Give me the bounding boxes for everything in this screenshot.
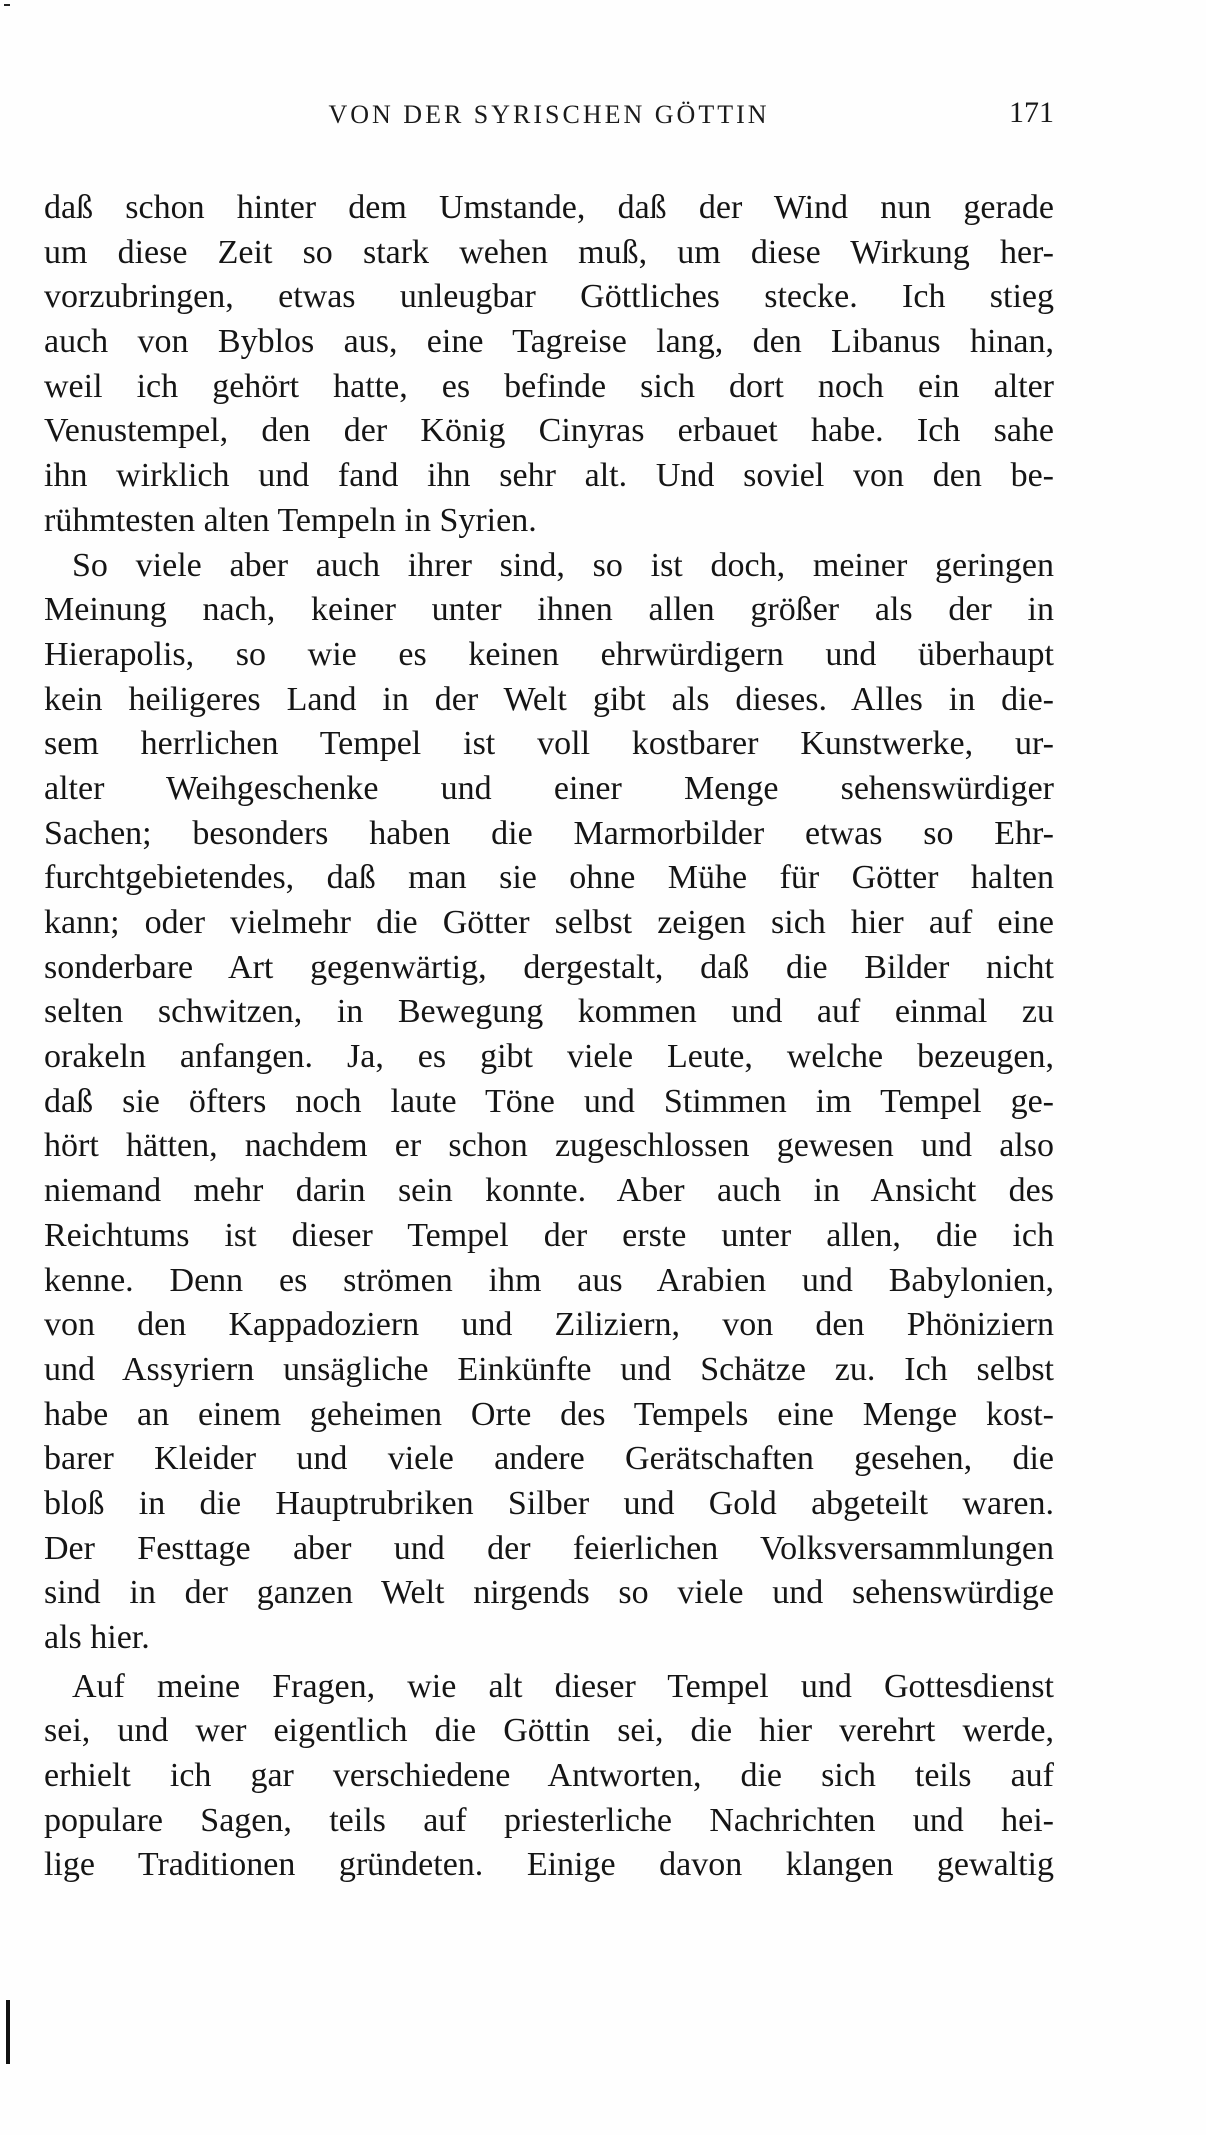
text-line: alter Weihgeschenke und einer Menge sehenswürdiger	[44, 769, 1054, 807]
text-line: bloß in die Hauptrubriken Silber und Gold abgeteilt waren.	[44, 1484, 1054, 1522]
text-line: vorzubringen, etwas unleugbar Göttliches stecke. Ich stieg	[44, 278, 1054, 316]
text-line: Meinung nach, keiner unter ihnen allen größer als der in	[44, 591, 1054, 629]
running-head: VON DER SYRISCHEN GÖTTIN	[328, 100, 770, 129]
text-line: selten schwitzen, in Bewegung kommen und auf einmal zu	[44, 993, 1054, 1031]
text-line: barer Kleider und viele andere Gerätschaften gesehen, die	[44, 1440, 1054, 1478]
text-line: kenne. Denn es strömen ihm aus Arabien und Babylonien,	[44, 1261, 1054, 1299]
page-number: 171	[1009, 96, 1054, 129]
text-line: sem herrlichen Tempel ist voll kostbarer Kunstwerke, ur-	[44, 725, 1054, 763]
text-line: Der Festtage aber und der feierlichen Volksversammlungen	[44, 1529, 1054, 1567]
text-line: populare Sagen, teils auf priesterliche Nachrichten und hei-	[44, 1801, 1054, 1839]
text-line: um diese Zeit so stark wehen muß, um diese Wirkung her-	[44, 233, 1054, 271]
text-line: erhielt ich gar verschiedene Antworten, die sich teils auf	[44, 1757, 1054, 1795]
text-line: sonderbare Art gegenwärtig, dergestalt, daß die Bilder nicht	[44, 948, 1054, 986]
text-line: als hier.	[44, 1619, 150, 1656]
text-line: weil ich gehört hatte, es befinde sich dort noch ein alter	[44, 367, 1054, 405]
text-line: So viele aber auch ihrer sind, so ist doch, meiner geringen	[72, 546, 1054, 584]
text-line: Sachen; besonders haben die Marmorbilder etwas so Ehr-	[44, 814, 1054, 852]
text-line: Reichtums ist dieser Tempel der erste unter allen, die ich	[44, 1216, 1054, 1254]
text-line: ihn wirklich und fand ihn sehr alt. Und soviel von den be-	[44, 457, 1054, 495]
text-line: lige Traditionen gründeten. Einige davon klangen gewaltig	[44, 1846, 1054, 1884]
text-line: und Assyriern unsägliche Einkünfte und Schätze zu. Ich selbst	[44, 1350, 1054, 1388]
text-line: kein heiligeres Land in der Welt gibt als dieses. Alles in die-	[44, 680, 1054, 718]
body-text	[44, 186, 1054, 1888]
text-line: von den Kappadoziern und Ziliziern, von den Phöniziern	[44, 1306, 1054, 1344]
paragraph-2	[44, 544, 1054, 1661]
text-line: habe an einem geheimen Orte des Tempels eine Menge kost-	[44, 1395, 1054, 1433]
text-line: Auf meine Fragen, wie alt dieser Tempel und Gottesdienst	[72, 1667, 1054, 1705]
text-line: daß sie öfters noch laute Töne und Stimmen im Tempel ge-	[44, 1082, 1054, 1120]
text-line: niemand mehr darin sein konnte. Aber auch in Ansicht des	[44, 1172, 1054, 1210]
text-line: kann; oder vielmehr die Götter selbst zeigen sich hier auf eine	[44, 904, 1054, 941]
text-line: Hierapolis, so wie es keinen ehrwürdigern und überhaupt	[44, 635, 1054, 673]
corner-scan-mark	[4, 4, 10, 9]
text-line: orakeln anfangen. Ja, es gibt viele Leute, welche bezeugen,	[44, 1038, 1054, 1076]
text-line: rühmtesten alten Tempeln in Syrien.	[44, 501, 537, 539]
paragraph-3	[44, 1665, 1054, 1888]
text-line: hört hätten, nachdem er schon zugeschlossen gewesen und also	[44, 1127, 1054, 1165]
margin-scan-bar	[6, 2000, 10, 2064]
text-line: Venustempel, den der König Cinyras erbauet habe. Ich sahe	[44, 412, 1054, 450]
text-line: sind in der ganzen Welt nirgends so viele und sehenswürdige	[44, 1574, 1054, 1612]
text-line: furchtgebietendes, daß man sie ohne Mühe für Götter halten	[44, 859, 1054, 897]
paragraph-1	[44, 186, 1054, 544]
text-line: sei, und wer eigentlich die Göttin sei, die hier verehrt werde,	[44, 1712, 1054, 1750]
page-header	[44, 96, 1054, 136]
text-line: auch von Byblos aus, eine Tagreise lang, den Libanus hinan,	[44, 323, 1054, 361]
text-line: daß schon hinter dem Umstande, daß der Wind nun gerade	[44, 189, 1054, 226]
